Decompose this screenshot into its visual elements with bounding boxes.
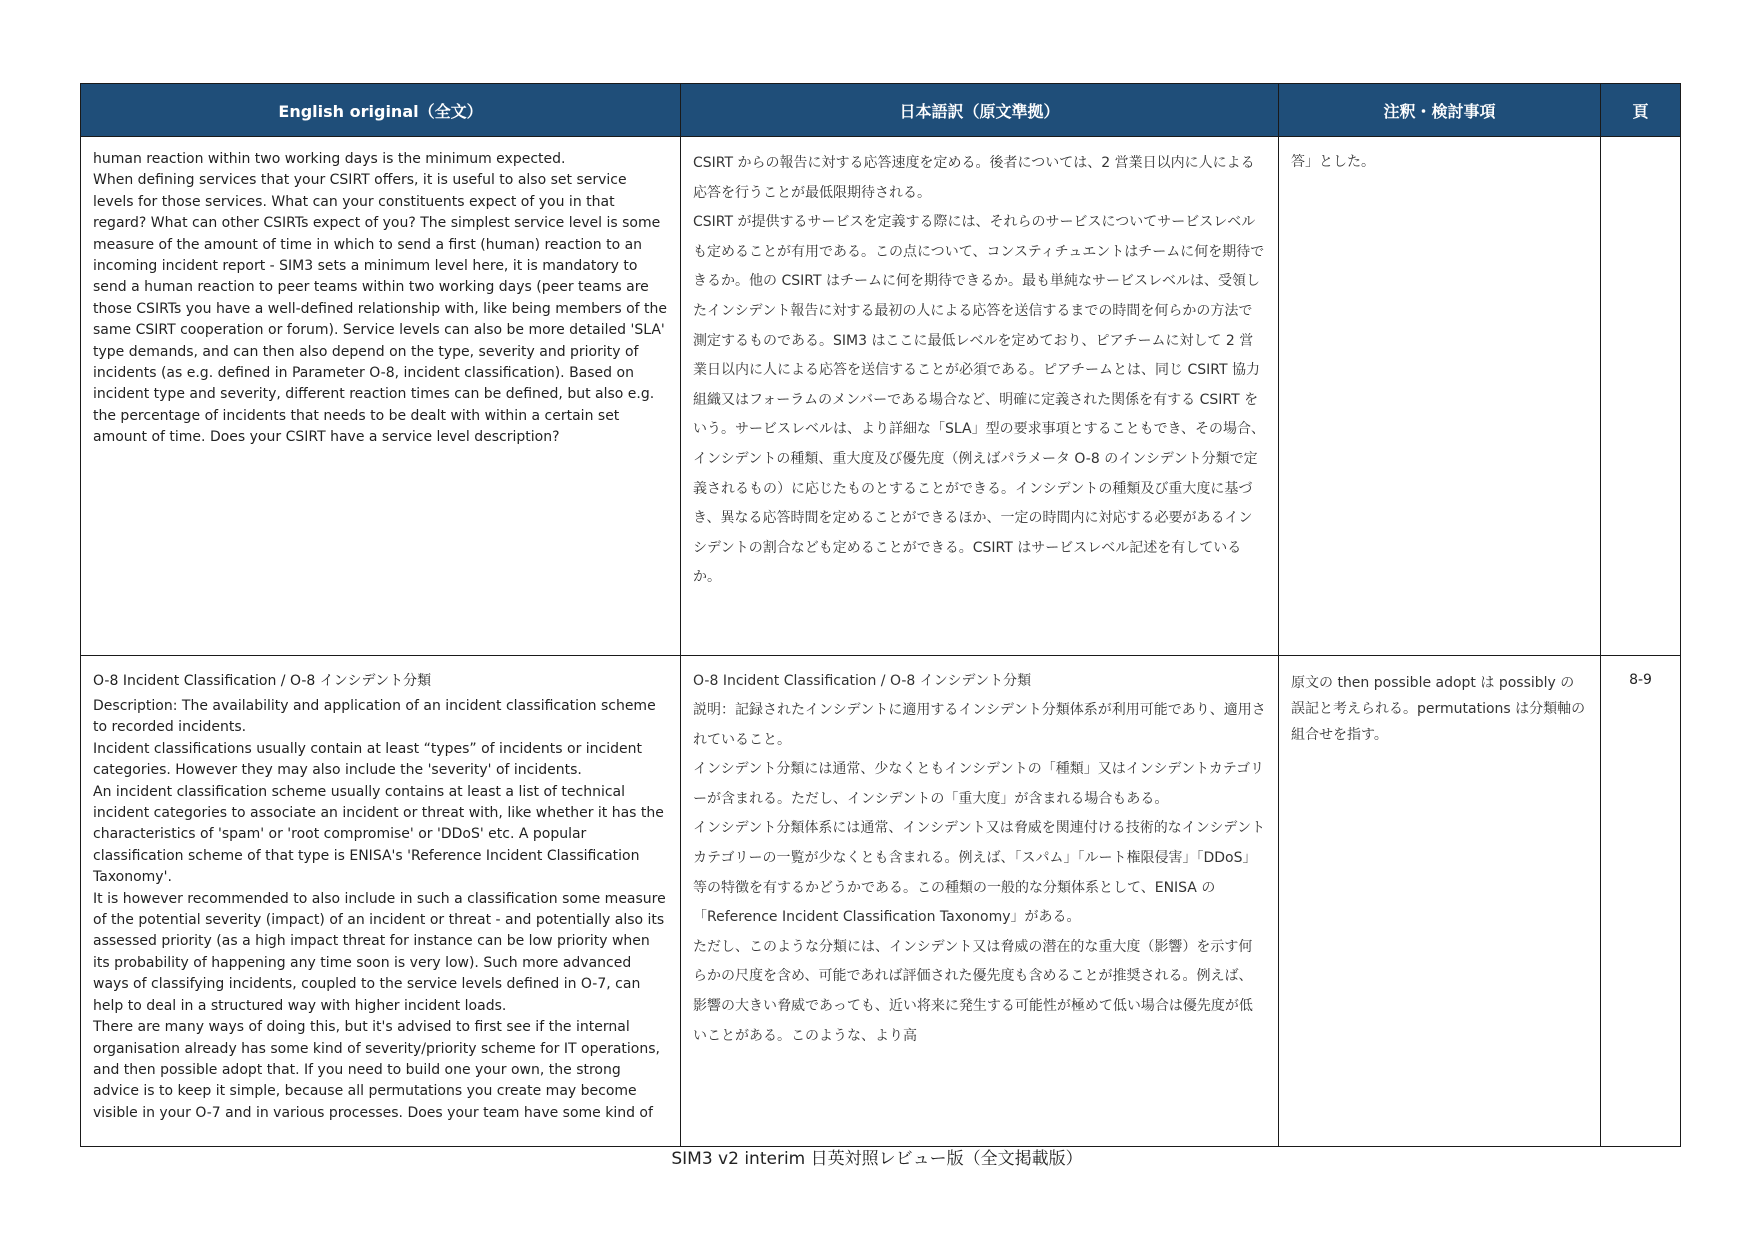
- japanese-section-title: O-8 Incident Classification / O-8 インシデント分類: [693, 673, 1032, 689]
- japanese-paragraph: 説明：記録されたインシデントに適用するインシデント分類体系が利用可能であり、適用されていること。: [693, 702, 1266, 748]
- english-paragraph: There are many ways of doing this, but it's advised to first see if the internal organisation already has some kind of severity/priority scheme for IT operations, and then possible adopt that. If you need to build one your own, the strong advice is to keep it simple, because all permutations you create may become visible in your O-7 and in various processes. Does your team have some kind of: [93, 1019, 660, 1121]
- english-paragraph: An incident classification scheme usually contains at least a list of technical incident categories to associate an incident or threat with, like whether it has the characteristics of 'spam' or 'root compromise' or 'DDoS' etc. A popular classification scheme of that type is ENISA's 'Reference Incident Classification Taxonomy'.: [93, 783, 664, 886]
- header-row: [81, 84, 1681, 137]
- english-cell: [81, 137, 681, 656]
- japanese-cell: [681, 137, 1279, 656]
- english-paragraph: Description: The availability and application of an incident classification scheme to recorded incidents.: [93, 698, 656, 736]
- english-paragraph: It is however recommended to also include in such a classification some measure of the potential severity (impact) of an incident or threat - and potentially also its assessed priority (as a high impact threat for instance can be low priority when its probability of happening any time soon is very low). Such more advanced ways of classifying incidents, coupled to the service levels defined in O-7, can help to deal in a structured way with higher incident loads.: [93, 890, 666, 1014]
- english-paragraph: human reaction within two working days is the minimum expected.: [93, 151, 566, 167]
- japanese-paragraph: ただし、このような分類には、インシデント又は脅威の潜在的な重大度（影響）を示す何らかの尺度を含め、可能であれば評価された優先度も含めることが推奨される。例えば、影響の大きい脅威であっても、近い将来に発生する可能性が極めて低い場合は優先度が低いことがある。このような、より高: [693, 938, 1253, 1044]
- english-paragraph: Incident classifications usually contain at least “types” of incidents or incident categories. However they may also include the 'severity' of incidents.: [93, 740, 642, 779]
- japanese-paragraph: CSIRT が提供するサービスを定義する際には、それらのサービスについてサービスレベルも定めることが有用である。この点について、コンスティチュエントはチームに何を期待できるか。他の CSIRT はチームに何を期待できるか。最も単純なサービスレベルは、受領したインシデント報告に対する最初の人による応答を送信するまでの時間を何らかの方法で測定するものである。SIM3 はここに最低レベルを定めており、ピアチームに対して 2 営業日以内に人による応答を送信することが必須である。ピアチームとは、同じ CSIRT 協力組織又はフォーラムのメンバーである場合など、明確に定義された関係を有する CSIRT をいう。サービスレベルは、より詳細な「SLA」型の要求事項とすることもでき、その場合、インシデントの種類、重大度及び優先度（例えばパラメータ O-8 のインシデント分類で定義されるもの）に応じたものとすることができる。インシデントの種類及び重大度に基づき、異なる応答時間を定めることができるほか、一定の時間内に対応する必要があるインシデントの割合なども定めることができる。CSIRT はサービスレベル記述を有しているか。: [693, 214, 1266, 586]
- note-text: 答」とした。: [1291, 154, 1375, 170]
- table-row: [81, 137, 1681, 656]
- note-text: 原文の then possible adopt は possibly の誤記と考えられる。permutations は分類軸の組合せを指す。: [1291, 675, 1586, 743]
- page-cell: [1601, 137, 1681, 656]
- review-table: [80, 83, 1681, 1147]
- japanese-paragraph: インシデント分類体系には通常、インシデント又は脅威を関連付ける技術的なインシデントカテゴリーの一覧が少なくとも含まれる。例えば、「スパム」「ルート権限侵害」「DDoS」等の特徴を有するかどうかである。この種類の一般的な分類体系として、ENISA の「Reference Incident Classification Taxonomy」がある。: [693, 820, 1266, 926]
- japanese-paragraph: CSIRT からの報告に対する応答速度を定める。後者については、2 営業日以内に人による応答を行うことが最低限期待される。: [693, 155, 1255, 201]
- japanese-cell: [681, 656, 1279, 1147]
- col-header-page: 頁: [1601, 84, 1681, 137]
- page-number: 8-9: [1629, 672, 1652, 688]
- page-footer: SIM3 v2 interim 日英対照レビュー版（全文掲載版）: [671, 1149, 1083, 1169]
- notes-cell: [1279, 656, 1601, 1147]
- col-header-notes: 注釈・検討事項: [1279, 84, 1601, 137]
- english-cell: [81, 656, 681, 1147]
- col-header-japanese: 日本語訳（原文準拠）: [681, 84, 1279, 137]
- page-cell: [1601, 656, 1681, 1147]
- english-section-title: O-8 Incident Classification / O-8 インシデント分類: [93, 673, 432, 689]
- col-header-english: English original（全文）: [81, 84, 681, 137]
- notes-cell: [1279, 137, 1601, 656]
- table-row: [81, 656, 1681, 1147]
- japanese-paragraph: インシデント分類には通常、少なくともインシデントの「種類」又はインシデントカテゴリーが含まれる。ただし、インシデントの「重大度」が含まれる場合もある。: [693, 761, 1265, 807]
- english-paragraph: When defining services that your CSIRT offers, it is useful to also set service levels for those services. What can your constituents expect of you in that regard? What can other CSIRTs expect of you? The simplest service level is some measure of the amount of time in which to send a first (human) reaction to an incoming incident report - SIM3 sets a minimum level here, it is mandatory to send a human reaction to peer teams within two working days (peer teams are those CSIRTs you have a well-defined relationship with, like being members of the same CSIRT cooperation or forum). Service levels can also be more detailed 'SLA' type demands, and can then also depend on the type, severity and priority of incidents (as e.g. defined in Parameter O-8, incident classification). Based on incident type and severity, different reaction times can be defined, but also e.g. the percentage of incidents that needs to be dealt with within a certain set amount of time. Does your CSIRT have a service level description?: [93, 172, 668, 446]
